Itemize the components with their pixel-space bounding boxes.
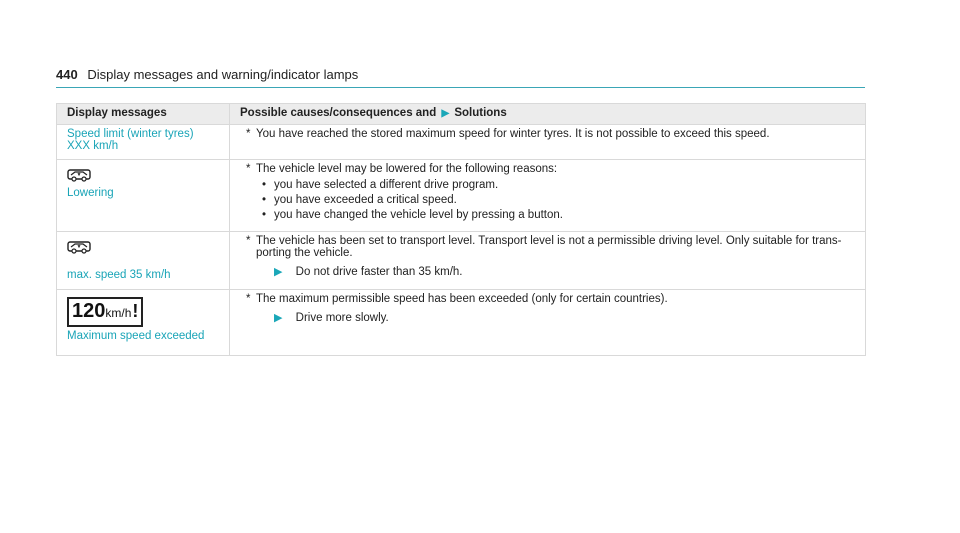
cause-text: You have reached the stored maximum speed for winter tyres. It is not possible to exceed this speed. (256, 128, 770, 140)
vehicle-level-icon (67, 169, 91, 183)
cause-text: The vehicle level may be lowered for the following reasons: (256, 163, 558, 175)
star-marker: * (246, 293, 251, 305)
page-header (56, 67, 358, 82)
table-row (57, 232, 866, 290)
star-marker: * (246, 128, 251, 140)
col-header-solutions-text: Solutions (454, 107, 507, 119)
display-message-text: Lowering (67, 187, 114, 199)
page-number: 440 (56, 67, 78, 82)
col-header-causes (230, 104, 866, 125)
star-marker: * (246, 163, 251, 175)
display-message-text: Speed limit (winter tyres) (67, 128, 194, 140)
exclamation-mark: ! (132, 301, 139, 321)
action-text: Drive more slowly. (295, 312, 389, 324)
action-arrow-icon: ▶ (441, 108, 450, 119)
speed-value: 120 (72, 300, 106, 322)
star-marker: * (246, 235, 251, 247)
table-row (57, 125, 866, 160)
list-item: • you have changed the vehicle level by pressing a button. (274, 209, 855, 221)
header-rule (56, 87, 865, 88)
action-step (274, 265, 855, 278)
col-header-causes-text: Possible causes/consequences and (240, 107, 437, 119)
page-title: Display messages and warning/indicator lamps (87, 67, 359, 82)
cause-text: The maximum permissible speed has been exceeded (only for certain countries). (256, 293, 668, 305)
display-message-text: Maximum speed exceeded (67, 330, 205, 342)
col-header-display-messages: Display messages (57, 104, 230, 125)
action-text: Do not drive faster than 35 km/h. (295, 266, 463, 278)
display-message-cell (57, 290, 230, 356)
cause-text: porting the vehicle. (256, 247, 353, 259)
reasons-list (246, 179, 855, 221)
display-message-text: XXX km/h (67, 140, 119, 152)
display-message-text: max. speed 35 km/h (67, 269, 171, 281)
cause-cell (230, 232, 866, 290)
speed-limit-exceeded-icon (67, 297, 143, 327)
action-arrow-icon: ▶ (274, 312, 283, 324)
table-row (57, 160, 866, 232)
cause-cell (230, 160, 866, 232)
list-item: • you have exceeded a critical speed. (274, 194, 855, 206)
cause-cell (230, 125, 866, 160)
cause-text: The vehicle has been set to transport level. Transport level is not a permissible driving level. Only suitable for trans- (256, 235, 842, 247)
display-message-cell (57, 160, 230, 232)
action-step (274, 311, 855, 324)
display-messages-table (56, 103, 866, 356)
cause-cell (230, 290, 866, 356)
table-row (57, 290, 866, 356)
vehicle-level-icon (67, 241, 91, 255)
action-arrow-icon: ▶ (274, 266, 283, 278)
display-message-cell (57, 125, 230, 160)
list-item: • you have selected a different drive program. (274, 179, 855, 191)
display-message-cell (57, 232, 230, 290)
speed-unit: km/h (105, 306, 132, 320)
